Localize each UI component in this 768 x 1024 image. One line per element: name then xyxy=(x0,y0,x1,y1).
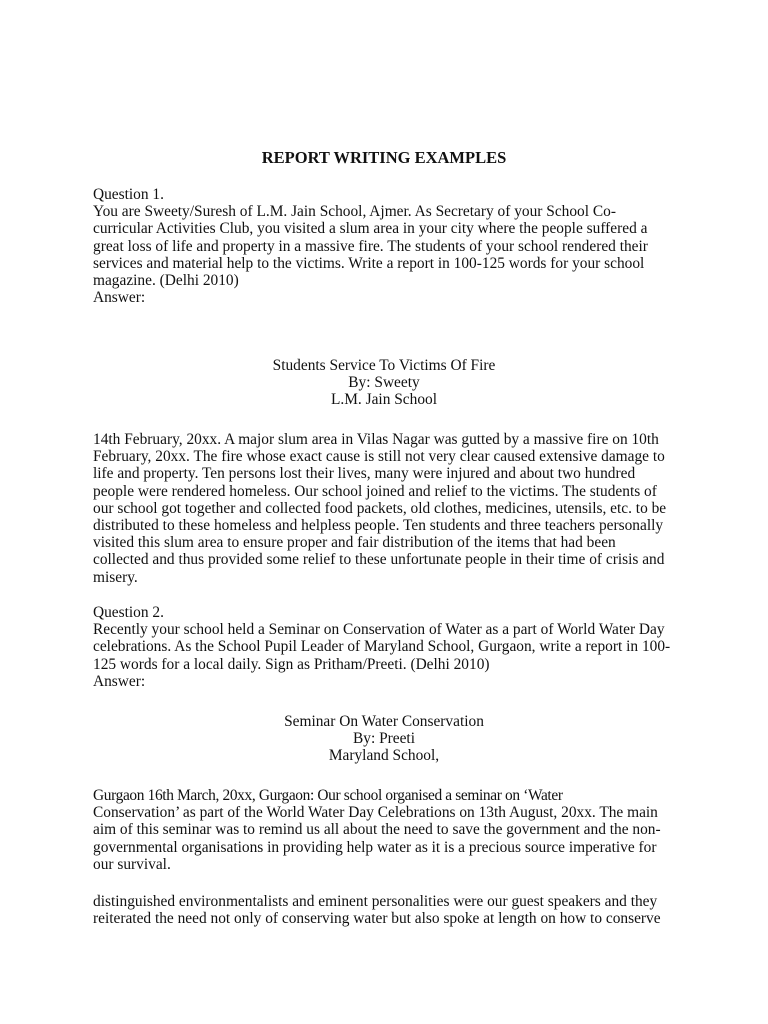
question-2-label: Question 2. xyxy=(93,604,164,621)
body-line: distinguished environmentalists and eminent personalities were our guest speakers and they xyxy=(93,893,658,910)
report-school: Maryland School, xyxy=(328,747,440,765)
body-line: 14th February, 20xx. A major slum area in Vilas Nagar was gutted by a massive fire on 10th xyxy=(93,431,659,448)
question-1-line: You are Sweety/Suresh of L.M. Jain School, Ajmer. As Secretary of your School Co- xyxy=(93,203,616,221)
answer-1-body xyxy=(93,431,683,586)
body-line: Conservation’ as part of the World Water Day Celebrations on 13th August, 20xx. The main xyxy=(93,804,658,822)
report-heading: Seminar On Water Conservation xyxy=(284,713,484,730)
body-line: collected and thus provided some relief to these unfortunate people in their time of crisis and xyxy=(93,551,665,569)
report-heading: Students Service To Victims Of Fire xyxy=(272,357,496,374)
body-line: reiterated the need not only of conserving water but also spoke at length on how to conserve xyxy=(93,910,661,928)
body-line: people were rendered homeless. Our school joined and relief to the victims. The students of xyxy=(93,482,657,500)
body-line: life and property. Ten persons lost their lives, many were injured and about two hundred xyxy=(93,465,636,483)
page-title: REPORT WRITING EXAMPLES xyxy=(261,148,507,167)
answer-1-heading-block xyxy=(0,357,768,409)
body-line: Gurgaon 16th March, 20xx, Gurgaon: Our school organised a seminar on ‘Water xyxy=(93,787,563,804)
body-line: distributed to these homeless and helpless people. Ten students and three teachers personally xyxy=(93,517,664,535)
answer-2-label: Answer: xyxy=(93,672,146,690)
body-line: our school got together and collected food packets, old clothes, medicines, utensils, etc. to be xyxy=(93,499,667,517)
body-line: our survival. xyxy=(93,855,171,873)
report-byline: By: Sweety xyxy=(348,374,420,392)
body-line: misery. xyxy=(93,568,138,586)
question-1-label: Question 1. xyxy=(93,186,164,203)
question-1-line: services and material help to the victims. Write a report in 100-125 words for your school xyxy=(93,254,645,272)
body-line: visited this slum area to ensure proper and fair distribution of the items that had been xyxy=(93,534,616,552)
answer-2-body-continued xyxy=(93,893,683,927)
report-school: L.M. Jain School xyxy=(330,391,438,409)
question-1-line: magazine. (Delhi 2010) xyxy=(93,272,239,290)
question-1-line: curricular Activities Club, you visited a slum area in your city where the people suffered a xyxy=(93,220,648,238)
question-2-line: 125 words for a local daily. Sign as Pritham/Preeti. (Delhi 2010) xyxy=(93,655,490,673)
question-1-line: great loss of life and property in a massive fire. The students of your school rendered their xyxy=(93,237,648,255)
question-2-line: Recently your school held a Seminar on Conservation of Water as a part of World Water Day xyxy=(93,621,665,639)
answer-2-heading-block xyxy=(0,713,768,765)
question-1 xyxy=(93,186,683,306)
answer-2-body xyxy=(93,787,683,873)
body-line: governmental organisations in providing help water as it is a precious source imperative for xyxy=(93,838,657,856)
answer-1-label: Answer: xyxy=(93,289,146,307)
body-line: aim of this seminar was to remind us all about the need to save the government and the non- xyxy=(93,821,661,839)
question-2-line: celebrations. As the School Pupil Leader of Maryland School, Gurgaon, write a report in 100- xyxy=(93,638,671,656)
report-byline: By: Preeti xyxy=(353,730,415,748)
body-line: February, 20xx. The fire whose exact cause is still not very clear caused extensive damage to xyxy=(93,448,665,466)
question-2 xyxy=(93,604,683,690)
